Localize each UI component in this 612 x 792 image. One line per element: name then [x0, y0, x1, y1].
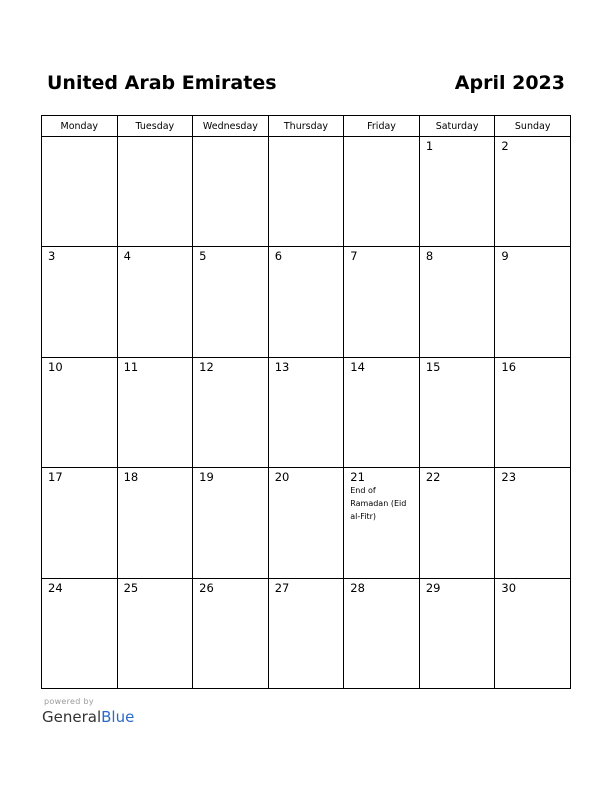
weekday-header-friday: Friday	[344, 116, 420, 137]
day-cell	[268, 357, 344, 467]
day-cell	[193, 468, 269, 578]
week-row	[42, 247, 571, 357]
day-cell	[344, 578, 420, 688]
day-number: 22	[425, 470, 441, 485]
month-year-title: April 2023	[454, 72, 565, 94]
day-number: 8	[425, 249, 434, 264]
holiday-label: End of Ramadan (Eid al-Fitr)	[350, 486, 407, 522]
day-number: 21	[350, 470, 365, 485]
weekday-header-sunday: Sunday	[495, 116, 571, 137]
day-cell	[193, 357, 269, 467]
weekday-header-tuesday: Tuesday	[117, 116, 193, 137]
day-number: 16	[501, 359, 517, 374]
day-cell	[42, 468, 118, 578]
day-number: 26	[199, 580, 214, 595]
weekday-header-wednesday: Wednesday	[193, 116, 269, 137]
day-cell	[117, 247, 193, 357]
day-number: 4	[123, 249, 131, 264]
day-number: 17	[48, 470, 63, 485]
day-number: 9	[501, 249, 509, 264]
day-cell	[42, 137, 118, 247]
day-number: 30	[501, 580, 517, 595]
country-title: United Arab Emirates	[47, 72, 277, 94]
day-cell	[268, 578, 344, 688]
brand-name-general: General	[42, 708, 102, 726]
day-number: 3	[48, 249, 56, 264]
day-cell	[344, 247, 420, 357]
day-cell	[117, 137, 193, 247]
day-number: 15	[425, 359, 441, 374]
day-number: 10	[48, 359, 63, 374]
day-cell	[344, 468, 420, 578]
day-cell	[419, 468, 495, 578]
day-number: 18	[123, 470, 139, 485]
day-number: 5	[199, 249, 207, 264]
day-number: 13	[274, 359, 290, 374]
week-row	[42, 468, 571, 578]
day-number: 14	[350, 359, 365, 374]
day-cell	[344, 137, 420, 247]
day-number: 25	[123, 580, 139, 595]
weekday-header-monday: Monday	[42, 116, 118, 137]
day-number: 29	[425, 580, 441, 595]
day-number	[269, 137, 344, 139]
day-number	[42, 137, 117, 139]
day-cell	[42, 357, 118, 467]
day-number: 19	[199, 470, 214, 485]
day-cell	[268, 137, 344, 247]
day-number: 28	[350, 580, 365, 595]
day-cell	[193, 247, 269, 357]
day-cell	[193, 137, 269, 247]
day-number: 2	[501, 139, 509, 153]
day-cell	[419, 137, 495, 247]
day-cell	[419, 357, 495, 467]
day-cell	[344, 357, 420, 467]
week-row	[42, 137, 571, 247]
day-cell	[495, 357, 571, 467]
day-number	[344, 137, 419, 139]
day-cell	[117, 357, 193, 467]
day-cell	[268, 468, 344, 578]
day-cell	[193, 578, 269, 688]
day-cell	[419, 247, 495, 357]
day-number	[118, 137, 193, 139]
day-number: 11	[123, 359, 139, 374]
weekday-header-saturday: Saturday	[419, 116, 495, 137]
day-number: 23	[501, 470, 517, 485]
day-number: 1	[425, 139, 434, 153]
weekday-header-thursday: Thursday	[268, 116, 344, 137]
day-cell	[495, 247, 571, 357]
day-number: 24	[48, 580, 63, 595]
day-cell	[495, 468, 571, 578]
day-cell	[42, 578, 118, 688]
day-number: 6	[274, 249, 283, 264]
day-cell	[495, 578, 571, 688]
calendar-grid	[41, 115, 571, 689]
week-row	[42, 357, 571, 467]
day-cell	[42, 247, 118, 357]
week-row	[42, 578, 571, 688]
powered-by-text: powered by	[44, 697, 94, 706]
brand-name-blue: Blue	[101, 708, 135, 726]
weekday-header-row	[42, 116, 571, 137]
day-number: 27	[274, 580, 290, 595]
day-cell	[117, 468, 193, 578]
day-number: 12	[199, 359, 214, 374]
day-number: 20	[274, 470, 290, 485]
generalblue-logo[interactable]	[42, 707, 134, 727]
day-cell	[117, 578, 193, 688]
day-cell	[419, 578, 495, 688]
day-number	[193, 137, 268, 139]
day-cell	[268, 247, 344, 357]
day-number: 7	[350, 249, 358, 264]
day-cell	[495, 137, 571, 247]
